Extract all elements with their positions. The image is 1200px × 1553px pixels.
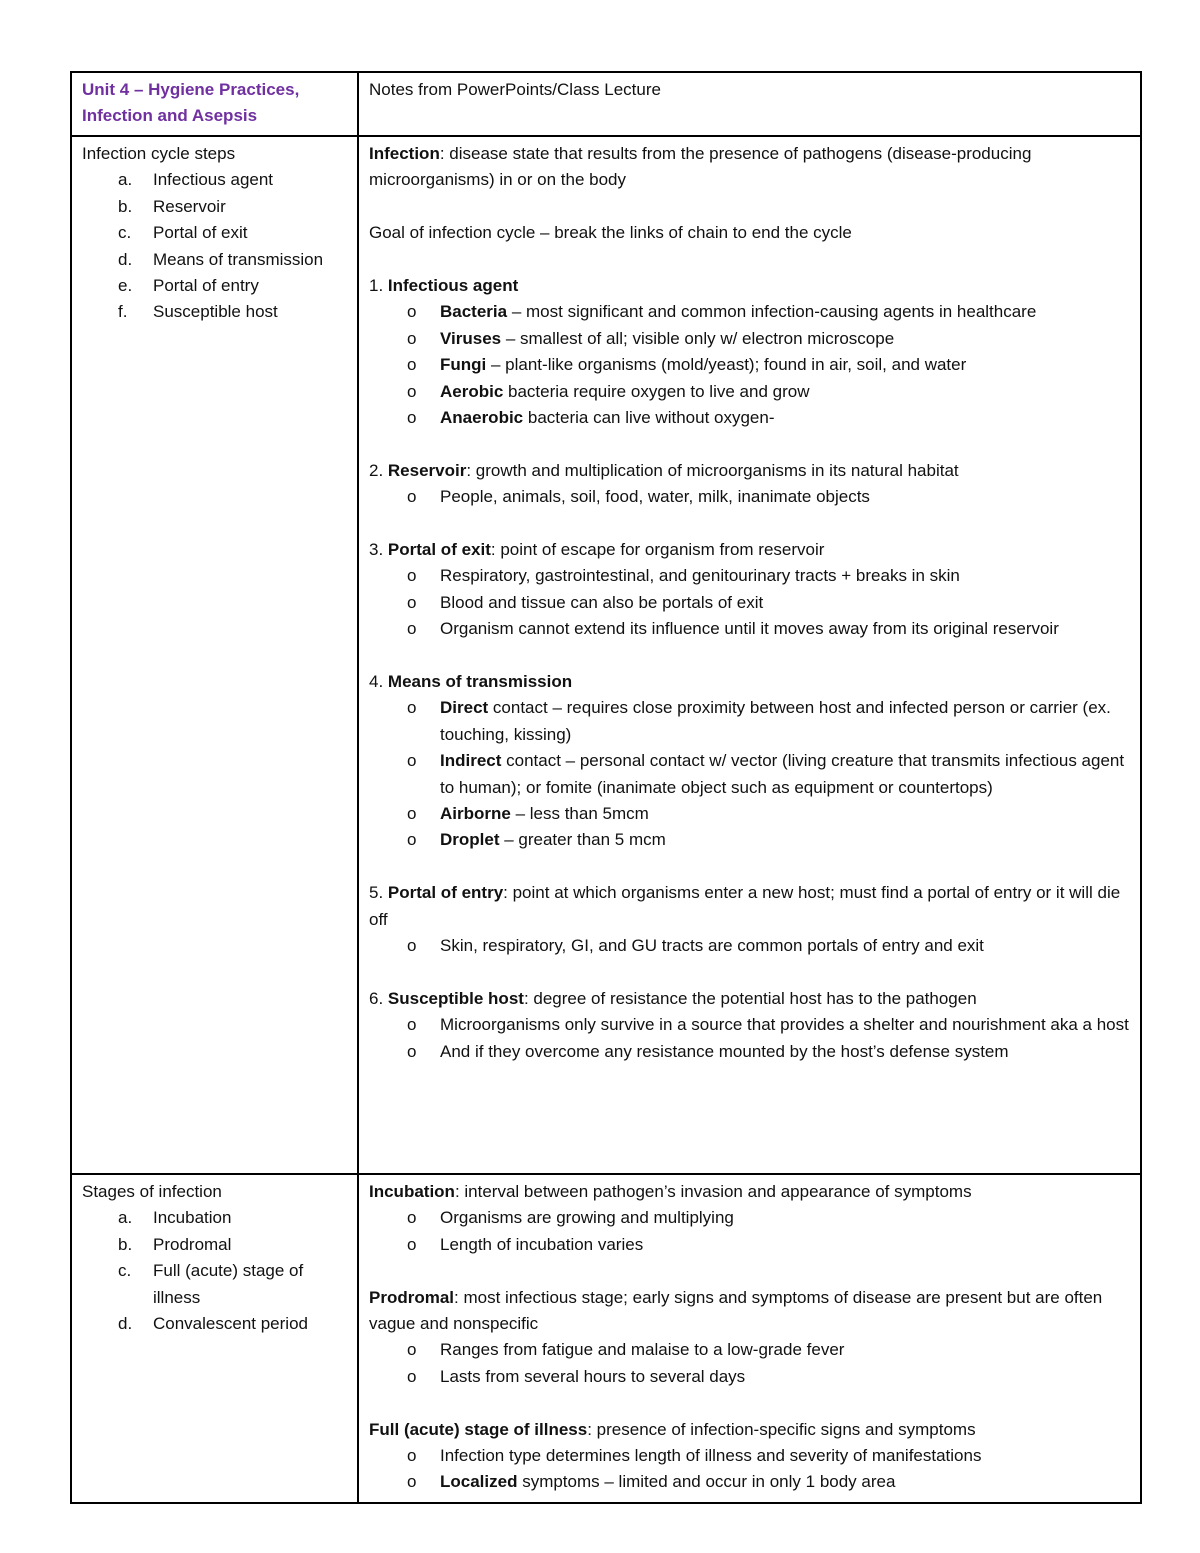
- bullet-item: [369, 1205, 1130, 1231]
- bullet-marker: o: [407, 936, 417, 956]
- bullet-marker: o: [407, 1041, 417, 1061]
- note-term: Prodromal: [369, 1287, 455, 1307]
- bullet-text: Lasts from several hours to several days: [440, 1366, 746, 1386]
- topic-list-item: [82, 220, 347, 246]
- notes-page: [70, 71, 1140, 1504]
- bullet-marker: o: [407, 1208, 417, 1228]
- bullet-item: [369, 484, 1130, 510]
- spacer: [369, 511, 1130, 537]
- bullet-item: [369, 1012, 1130, 1038]
- list-item-text: Reservoir: [153, 196, 226, 216]
- topic-cell: [71, 1174, 358, 1503]
- note-term: Portal of entry: [387, 883, 504, 903]
- topic-list-item: [82, 247, 347, 273]
- spacer: [369, 431, 1130, 457]
- topic-title: Infection cycle steps: [82, 144, 236, 163]
- note-term: Reservoir: [387, 460, 467, 480]
- bullet-item: [369, 379, 1130, 405]
- bullet-text: Ranges from fatigue and malaise to a low-grade fever: [440, 1340, 845, 1360]
- bullet-term: Indirect: [440, 751, 502, 771]
- bullet-text: bacteria require oxygen to live and grow: [503, 381, 810, 401]
- topic-list-item: [82, 1311, 347, 1337]
- note-term: Susceptible host: [387, 988, 524, 1008]
- bullet-marker: o: [407, 1015, 417, 1035]
- note-number: 5.: [369, 883, 388, 903]
- bullet-marker: o: [407, 698, 417, 718]
- bullet-term: Droplet: [440, 830, 500, 850]
- bullet-marker: o: [407, 487, 417, 507]
- notes-cell: [358, 136, 1141, 1174]
- bullet-marker: o: [407, 1234, 417, 1254]
- bullet-text: Blood and tissue can also be portals of exit: [440, 592, 764, 612]
- note-paragraph: [369, 1417, 1130, 1443]
- bullet-marker: o: [407, 592, 417, 612]
- list-marker: c.: [118, 223, 132, 243]
- bullet-term: Airborne: [440, 804, 511, 824]
- bullet-term: Direct: [440, 698, 489, 718]
- bullet-marker: o: [407, 566, 417, 586]
- bullet-text: People, animals, soil, food, water, milk, inanimate objects: [440, 487, 870, 507]
- bullet-marker: o: [407, 328, 417, 348]
- list-marker: f.: [118, 302, 128, 322]
- list-marker: a.: [118, 170, 133, 190]
- bullet-item: [369, 1039, 1130, 1065]
- bullet-marker: o: [407, 751, 417, 771]
- bullet-list: [369, 933, 1130, 959]
- list-marker: b.: [118, 196, 133, 216]
- bullet-text: Organisms are growing and multiplying: [440, 1208, 734, 1228]
- bullet-text: Respiratory, gastrointestinal, and genitourinary tracts + breaks in skin: [440, 566, 960, 586]
- bullet-term: Fungi: [440, 355, 487, 375]
- topic-list-item: [82, 273, 347, 299]
- bullet-item: [369, 1337, 1130, 1363]
- topic-list-item: [82, 167, 347, 193]
- topic-cell: [71, 136, 358, 1174]
- header-right-cell: [358, 72, 1141, 136]
- note-paragraph: [369, 273, 1130, 299]
- bullet-text: contact – personal contact w/ vector (living creature that transmits infectious agent to human); or fomite (inanimate object such as equipment or countertops): [440, 751, 1125, 797]
- list-marker: a.: [118, 1208, 133, 1228]
- bullet-text: symptoms – limited and occur in only 1 body area: [517, 1472, 896, 1492]
- bullet-text: contact – requires close proximity between host and infected person or carrier (ex. touching, kissing): [440, 698, 1111, 744]
- bullet-marker: o: [407, 619, 417, 639]
- note-text: : disease state that results from the presence of pathogens (disease-producing microorganisms) in or on the body: [369, 144, 1032, 190]
- bullet-item: [369, 563, 1130, 589]
- topic-list: [82, 1205, 347, 1337]
- bullet-item: [369, 299, 1130, 325]
- note-term: Infection: [369, 144, 440, 163]
- note-paragraph: [369, 1285, 1130, 1338]
- note-term: Infectious agent: [387, 276, 519, 295]
- bullet-term: Anaerobic: [440, 408, 524, 428]
- note-paragraph: [369, 141, 1130, 194]
- bullet-list: [369, 484, 1130, 510]
- bullet-term: Viruses: [440, 328, 502, 348]
- bullet-list: [369, 299, 1130, 431]
- bullet-list: [369, 563, 1130, 642]
- note-text: : interval between pathogen’s invasion and appearance of symptoms: [454, 1182, 972, 1201]
- note-text: : degree of resistance the potential host has to the pathogen: [523, 988, 977, 1008]
- bullet-text: – less than 5mcm: [510, 804, 649, 824]
- bullet-item: [369, 933, 1130, 959]
- note-text: : presence of infection-specific signs and symptoms: [587, 1419, 976, 1439]
- spacer: [369, 194, 1130, 220]
- list-item-text: Means of transmission: [153, 249, 324, 269]
- bullet-item: [369, 326, 1130, 352]
- spacer: [369, 247, 1130, 273]
- note-number: 2.: [369, 460, 388, 480]
- note-paragraph: [369, 669, 1130, 695]
- list-marker: d.: [118, 1314, 133, 1334]
- bullet-text: Organism cannot extend its influence until it moves away from its original reservoir: [440, 619, 1059, 639]
- bullet-text: – smallest of all; visible only w/ electron microscope: [501, 328, 895, 348]
- bullet-text: – greater than 5 mcm: [499, 830, 666, 850]
- bullet-marker: o: [407, 408, 417, 428]
- note-paragraph: [369, 1179, 1130, 1205]
- topic-list-item: [82, 299, 347, 325]
- spacer: [369, 1258, 1130, 1284]
- list-marker: b.: [118, 1234, 133, 1254]
- bullet-item: [369, 590, 1130, 616]
- list-item-text: Prodromal: [153, 1234, 232, 1254]
- bullet-text: Microorganisms only survive in a source that provides a shelter and nourishment aka a host: [440, 1015, 1129, 1035]
- note-paragraph: [369, 986, 1130, 1012]
- bullet-item: [369, 695, 1130, 748]
- note-number: 1.: [369, 276, 388, 295]
- bullet-item: [369, 1232, 1130, 1258]
- list-marker: c.: [118, 1261, 132, 1281]
- bullet-item: [369, 616, 1130, 642]
- list-marker: d.: [118, 249, 133, 269]
- bullet-marker: o: [407, 804, 417, 824]
- bullet-list: [369, 1337, 1130, 1390]
- bullet-item: [369, 827, 1130, 853]
- bullet-item: [369, 1443, 1130, 1469]
- bullet-item: [369, 405, 1130, 431]
- notes-cell: [358, 1174, 1141, 1503]
- note-text: : most infectious stage; early signs and symptoms of disease are present but are often vague and nonspecific: [369, 1287, 1103, 1334]
- bullet-marker: o: [407, 1366, 417, 1386]
- note-number: 3.: [369, 540, 388, 560]
- note-term: Portal of exit: [387, 540, 491, 560]
- bullet-text: Infection type determines length of illness and severity of manifestations: [440, 1446, 982, 1466]
- list-marker: e.: [118, 276, 133, 296]
- bullet-marker: o: [407, 1472, 417, 1492]
- list-item-text: Full (acute) stage of illness: [153, 1261, 304, 1307]
- bullet-list: [369, 695, 1130, 853]
- topic-list-item: [82, 194, 347, 220]
- bullet-marker: o: [407, 1446, 417, 1466]
- bullet-text: Skin, respiratory, GI, and GU tracts are common portals of entry and exit: [440, 936, 984, 956]
- bullet-text: And if they overcome any resistance mounted by the host’s defense system: [440, 1041, 1009, 1061]
- bullet-text: – most significant and common infection-causing agents in healthcare: [507, 302, 1037, 322]
- list-item-text: Incubation: [153, 1208, 232, 1228]
- note-paragraph: [369, 537, 1130, 563]
- bullet-marker: o: [407, 302, 417, 322]
- content-row: [71, 1174, 1141, 1503]
- bullet-item: [369, 801, 1130, 827]
- bullet-marker: o: [407, 355, 417, 375]
- bullet-list: [369, 1012, 1130, 1065]
- list-item-text: Portal of entry: [153, 276, 259, 296]
- bullet-term: Localized: [440, 1472, 518, 1492]
- bullet-term: Aerobic: [440, 381, 504, 401]
- bullet-marker: o: [407, 830, 417, 850]
- note-text: : growth and multiplication of microorganisms in its natural habitat: [466, 460, 959, 480]
- notes-table: [70, 71, 1142, 1504]
- note-paragraph: [369, 458, 1130, 484]
- bullet-term: Bacteria: [440, 302, 508, 322]
- bullet-marker: o: [407, 381, 417, 401]
- header-left-cell: [71, 72, 358, 136]
- list-item-text: Portal of exit: [153, 223, 248, 243]
- bullet-text: Length of incubation varies: [440, 1234, 644, 1254]
- spacer: [369, 1390, 1130, 1416]
- note-term: Incubation: [369, 1182, 455, 1201]
- topic-title: Stages of infection: [82, 1182, 222, 1201]
- spacer: [369, 854, 1130, 880]
- spacer: [369, 643, 1130, 669]
- note-text: Goal of infection cycle – break the links of chain to end the cycle: [369, 223, 852, 243]
- list-item-text: Infectious agent: [153, 170, 274, 190]
- note-number: 4.: [369, 672, 388, 692]
- bullet-item: [369, 1469, 1130, 1495]
- bullet-list: [369, 1205, 1130, 1258]
- bullet-text: bacteria can live without oxygen-: [523, 408, 775, 428]
- unit-title: Unit 4 – Hygiene Practices, Infection and Asepsis: [82, 80, 300, 125]
- content-row: [71, 136, 1141, 1174]
- topic-list: [82, 167, 347, 325]
- topic-list-item: [82, 1258, 347, 1311]
- header-row: [71, 72, 1141, 136]
- notes-label: Notes from PowerPoints/Class Lecture: [369, 80, 661, 99]
- list-item-text: Susceptible host: [153, 302, 278, 322]
- bullet-item: [369, 748, 1130, 801]
- bullet-marker: o: [407, 1340, 417, 1360]
- topic-list-item: [82, 1232, 347, 1258]
- bullet-text: – plant-like organisms (mold/yeast); found in air, soil, and water: [486, 355, 967, 375]
- topic-list-item: [82, 1205, 347, 1231]
- note-term: Means of transmission: [387, 672, 573, 692]
- list-item-text: Convalescent period: [153, 1314, 308, 1334]
- bullet-item: [369, 1364, 1130, 1390]
- note-paragraph: [369, 880, 1130, 933]
- bullet-item: [369, 352, 1130, 378]
- note-text: : point of escape for organism from reservoir: [490, 540, 825, 560]
- note-term: Full (acute) stage of illness: [369, 1419, 588, 1439]
- note-paragraph: [369, 220, 1130, 246]
- bullet-list: [369, 1443, 1130, 1496]
- note-text: : point at which organisms enter a new host; must find a portal of entry or it will die off: [369, 883, 1121, 929]
- spacer: [369, 960, 1130, 986]
- note-number: 6.: [369, 988, 388, 1008]
